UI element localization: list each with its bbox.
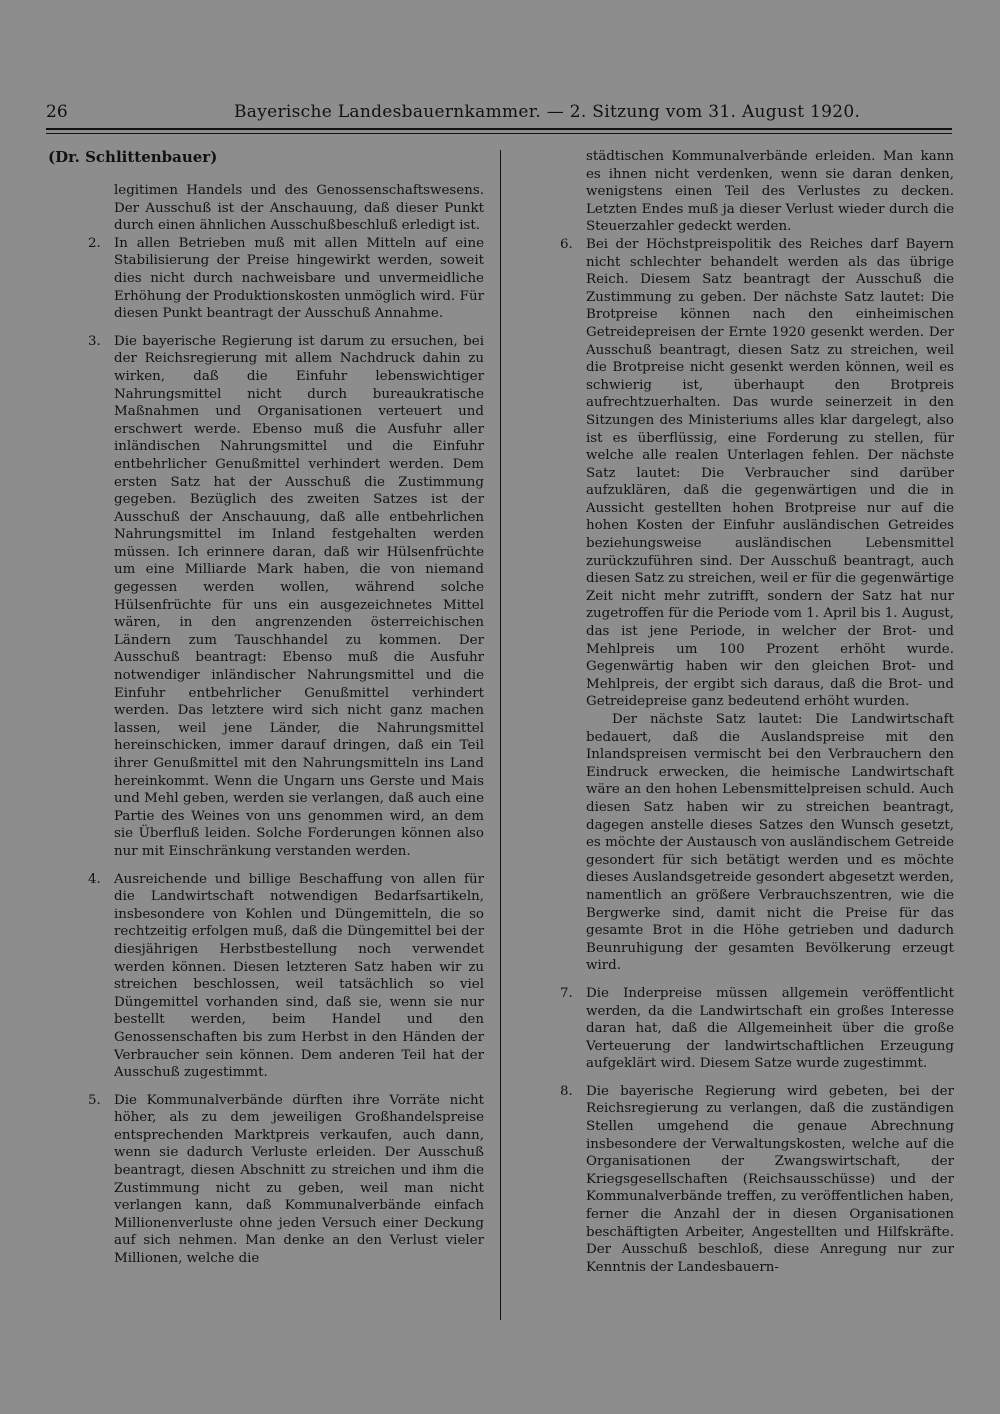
item-text: Die bayerische Regierung wird gebeten, bei der Reichsregierung zu verlangen, daß die zuständigen Stellen umgehend die genaue Abrechnung insbesondere der Verwaltungskosten, welche auf die Organisationen der Zwangswirtschaft, der Kriegsgesellschaften (Reichsausschüsse) und der Kommunalverbände treffen, zu veröffentlichen haben, ferner die Anzahl der in diesen Organisationen beschäftigten Arbeiter, Angestellten und Hilfskräfte. Der Ausschuß beschloß, diese Anregung nur zur Kenntnis der Landesbauern- bbox=[586, 1083, 954, 1275]
continuation-paragraph: städtischen Kommunalverbände erleiden. Man kann es ihnen nicht verdenken, wenn sie daran denken, wenigstens einen Teil des Verlustes zu decken. Letzten Endes muß ja dieser Verlust wieder durch die Steuerzahler gedeckt werden. bbox=[586, 149, 954, 235]
item-text: Die bayerische Regierung ist darum zu ersuchen, bei der Reichsregierung mit allem Nachdruck dahin zu wirken, daß die Einfuhr lebenswichtiger Nahrungsmittel nicht durch bureaukratische Maßnahmen und Organisationen verteuert und erschwert werde. Ebenso muß die Ausfuhr aller inländischen Nahrungsmittel und die Einfuhr entbehrlicher Genußmittel verhindert werden. Dem ersten Satz hat der Ausschuß die Zustimmung gegeben. Bezüglich des zweiten Satzes ist der Ausschuß der Anschauung, daß alle entbehrlichen Nahrungsmittel im Inland festgehalten werden müssen. Ich erinnere daran, daß wir Hülsenfrüchte um eine Milliarde Mark haben, die von niemand gegessen werden wollen, während solche Hülsenfrüchte für uns ein ausgezeichnetes Mittel wären, in den angrenzenden österreichischen Ländern zum Tauschhandel zu kommen. Der Ausschuß beantragt: Ebenso muß die Ausfuhr notwendiger inländischer Nahrungsmittel und die Einfuhr entbehrlicher Genußmittel verhindert werden. Das letztere wird sich nicht ganz machen lassen, weil jene Länder, die Nahrungsmittel hereinschicken, immer darauf dringen, daß ein Teil ihrer Genußmittel mit den Nahrungsmitteln ins Land hereinkommt. Wenn die Ungarn uns Gerste und Mais und Mehl geben, werden sie verlangen, daß auch eine Partie des Weines von uns genommen wird, an dem sie Überfluß leiden. Solche Forderungen können also nur mit Einschränkung verstanden werden. bbox=[114, 333, 484, 859]
item-text: Die Inderpreise müssen allgemein veröffentlicht werden, da die Landwirtschaft ein großes Interesse daran hat, daß die Allgemeinheit über die große Verteuerung der landwirtschaftlichen Erzeugung aufgeklärt wird. Diesem Satze wurde zugestimmt. bbox=[586, 985, 954, 1072]
intro-paragraph: legitimen Handels und des Genossenschaftswesens. Der Ausschuß ist der Anschauung, daß dieser Punkt durch einen ähnlichen Ausschußbeschluß erledigt ist. bbox=[114, 183, 484, 234]
header-rule-thin bbox=[46, 133, 952, 134]
item-number: 7. bbox=[560, 985, 573, 1001]
item-text-continued: Der nächste Satz lautet: Die Landwirtschaft bedauert, daß die Auslandspreise mit den Inlandspreisen vermischt bei den Verbrauchern den Eindruck erwecken, die heimische Landwirtschaft wäre an den hohen Lebensmittelpreisen schuld. Auch diesen Satz haben wir zu streichen beantragt, dagegen anstelle dieses Satzes den Wunsch gesetzt, es möchte der Austausch von ausländischem Getreide gesondert für sich betätigt werden und es möchte dieses Auslandsgetreide gesondert abgesetzt werden, namentlich an größere Verbrauchszentren, wie die Bergwerke sind, damit nicht die Preise für das gesamte Brot in die Höhe getrieben und dadurch Beunruhigung der gesamten Bevölkerung erzeugt wird. bbox=[586, 712, 954, 974]
list-item bbox=[88, 235, 484, 323]
list-item bbox=[88, 871, 484, 1082]
right-column bbox=[560, 148, 954, 1286]
item-number: 4. bbox=[88, 871, 101, 887]
item-number: 5. bbox=[88, 1092, 101, 1108]
item-text: In allen Betrieben muß mit allen Mitteln auf eine Stabilisierung der Preise hingewirkt werden, soweit dies nicht durch nachweisbare und unvermeidliche Erhöhung der Produktionskosten unmöglich wird. Für diesen Punkt beantragt der Ausschuß Annahme. bbox=[114, 235, 484, 322]
list-item bbox=[88, 1092, 484, 1268]
list-item bbox=[560, 985, 954, 1073]
page-header bbox=[46, 98, 952, 126]
item-number: 2. bbox=[88, 235, 101, 251]
item-number: 8. bbox=[560, 1083, 573, 1099]
item-number: 3. bbox=[88, 333, 101, 349]
item-text: Bei der Höchstpreispolitik des Reiches darf Bayern nicht schlechter behandelt werden als das übrige Reich. Diesem Satz beantragt der Ausschuß die Zustimmung zu geben. Der nächste Satz lautet: Die Brotpreise können nach den einheimischen Getreidepreisen der Ernte 1920 gesenkt werden. Der Ausschuß beantragt, diesen Satz zu streichen, weil die Brotpreise nicht gesenkt werden können, weil es schwierig ist, überhaupt den Brotpreis aufrechtzuerhalten. Das wurde seinerzeit in den Sitzungen des Ministeriums alles klar dargelegt, also ist es überflüssig, eine Forderung zu stellen, für welche alle realen Unterlagen fehlen. Der nächste Satz lautet: Die Verbraucher sind darüber aufzuklären, daß die gegenwärtigen und die in Aussicht gestellten hohen Brotpreise nur auf die hohen Kosten der Einfuhr ausländischen Getreides beziehungsweise ausländischen Lebensmittel zurückzuführen sind. Der Ausschuß beantragt, auch diesen Satz zu streichen, weil er für die gegenwärtige Zeit nicht mehr zutrifft, sondern der Satz hat nur zugetroffen für die Periode vom 1. April bis 1. August, das ist jene Periode, in welcher der Brot- und Mehlpreis um 100 Prozent erhöht wurde. Gegenwärtig haben wir den gleichen Brot- und Mehlpreis, der ergibt sich daraus, daß die Brot- und Getreidepreise ganz bedeutend erhöht wurden. bbox=[586, 236, 954, 710]
list-item bbox=[560, 1083, 954, 1277]
header-rule bbox=[46, 128, 952, 130]
page-number: 26 bbox=[46, 102, 68, 122]
left-column bbox=[88, 148, 484, 1278]
list-item bbox=[88, 333, 484, 861]
item-text: Die Kommunalverbände dürften ihre Vorräte nicht höher, als zu dem jeweiligen Großhandelspreise entsprechenden Marktpreis verkaufen, auch dann, wenn sie dadurch Verluste erleiden. Der Ausschuß beantragt, diesen Abschnitt zu streichen und ihm die Zustimmung nicht zu geben, weil man nicht verlangen kann, daß Kommunalverbände einfach Millionenverluste ohne jeden Versuch einer Deckung auf sich nehmen. Man denke an den Verlust vieler Millionen, welche die bbox=[114, 1092, 484, 1267]
item-number: 6. bbox=[560, 236, 573, 252]
column-divider bbox=[500, 150, 501, 1320]
running-head: Bayerische Landesbauernkammer. — 2. Sitzung vom 31. August 1920. bbox=[234, 102, 861, 122]
item-text: Ausreichende und billige Beschaffung von allen für die Landwirtschaft notwendigen Bedarfsartikeln, insbesondere von Kohlen und Düngemitteln, die so rechtzeitig erfolgen muß, daß die Düngemittel bei der diesjährigen Herbstbestellung noch verwendet werden können. Diesen letzteren Satz haben wir zu streichen beschlossen, weil tatsächlich so viel Düngemittel vorhanden sind, daß sie, wenn sie nur bestellt werden, beim Handel und den Genossenschaften bis zum Herbst in den Händen der Verbraucher sein können. Dem anderen Teil hat der Ausschuß zugestimmt. bbox=[114, 871, 484, 1081]
list-item bbox=[560, 236, 954, 975]
speaker-name: (Dr. Schlittenbauer) bbox=[48, 148, 218, 166]
